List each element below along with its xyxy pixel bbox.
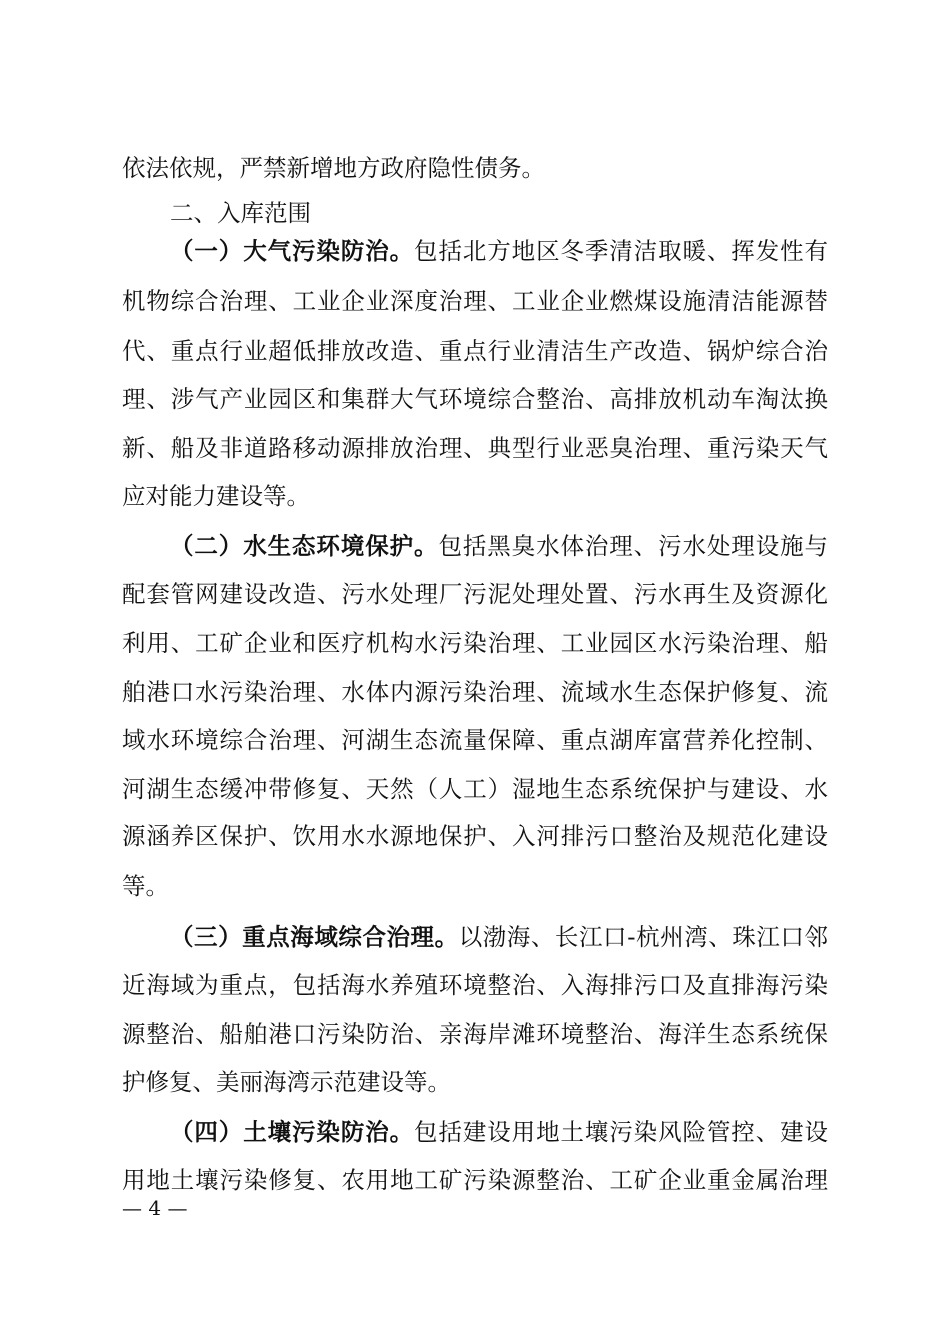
paragraph-line: （四）土壤污染防治。包括建设用地土壤污染风险管控、建设 xyxy=(170,1118,828,1146)
paragraph-line: 源整治、船舶港口污染防治、亲海岸滩环境整治、海洋生态系统保 xyxy=(122,1020,828,1048)
paragraph-line: 理、涉气产业园区和集群大气环境综合整治、高排放机动车淘汰换 xyxy=(122,385,828,413)
paragraph-line: 护修复、美丽海湾示范建设等。 xyxy=(122,1068,451,1096)
paragraph-line: 代、重点行业超低排放改造、重点行业清洁生产改造、锅炉综合治 xyxy=(122,337,828,365)
paragraph-line: 舶港口水污染治理、水体内源污染治理、流域水生态保护修复、流 xyxy=(122,678,828,706)
paragraph-line: 河湖生态缓冲带修复、天然（人工）湿地生态系统保护与建设、水 xyxy=(122,775,828,803)
paragraph-line: 依法依规，严禁新增地方政府隐性债务。 xyxy=(122,154,545,182)
item-heading: （四）土壤污染防治。 xyxy=(170,1118,415,1146)
paragraph-line: 域水环境综合治理、河湖生态流量保障、重点湖库富营养化控制、 xyxy=(122,726,828,754)
page-number: — 4 — xyxy=(122,1196,188,1220)
item-heading: （二）水生态环境保护。 xyxy=(170,532,439,560)
paragraph-line: 机物综合治理、工业企业深度治理、工业企业燃煤设施清洁能源替 xyxy=(122,287,828,315)
item-heading: （一）大气污染防治。 xyxy=(170,237,415,265)
paragraph-line: （二）水生态环境保护。包括黑臭水体治理、污水处理设施与 xyxy=(170,532,828,560)
section-heading: 二、入库范围 xyxy=(170,199,311,227)
paragraph-line: （一）大气污染防治。包括北方地区冬季清洁取暖、挥发性有 xyxy=(170,237,828,265)
paragraph-line: 利用、工矿企业和医疗机构水污染治理、工业园区水污染治理、船 xyxy=(122,629,828,657)
paragraph-line: 应对能力建设等。 xyxy=(122,482,310,510)
item-heading: （三）重点海域综合治理。 xyxy=(170,923,459,951)
paragraph-line: 配套管网建设改造、污水处理厂污泥处理处置、污水再生及资源化 xyxy=(122,580,828,608)
paragraph-line: 用地土壤污染修复、农用地工矿污染源整治、工矿企业重金属治理 xyxy=(122,1166,828,1194)
paragraph-line: 新、船及非道路移动源排放治理、典型行业恶臭治理、重污染天气 xyxy=(122,434,828,462)
paragraph-line: 源涵养区保护、饮用水水源地保护、入河排污口整治及规范化建设 xyxy=(122,822,828,850)
paragraph-line: 等。 xyxy=(122,872,169,900)
paragraph-line: （三）重点海域综合治理。以渤海、长江口-杭州湾、珠江口邻 xyxy=(170,923,828,951)
paragraph-line: 近海域为重点，包括海水养殖环境整治、入海排污口及直排海污染 xyxy=(122,971,828,999)
